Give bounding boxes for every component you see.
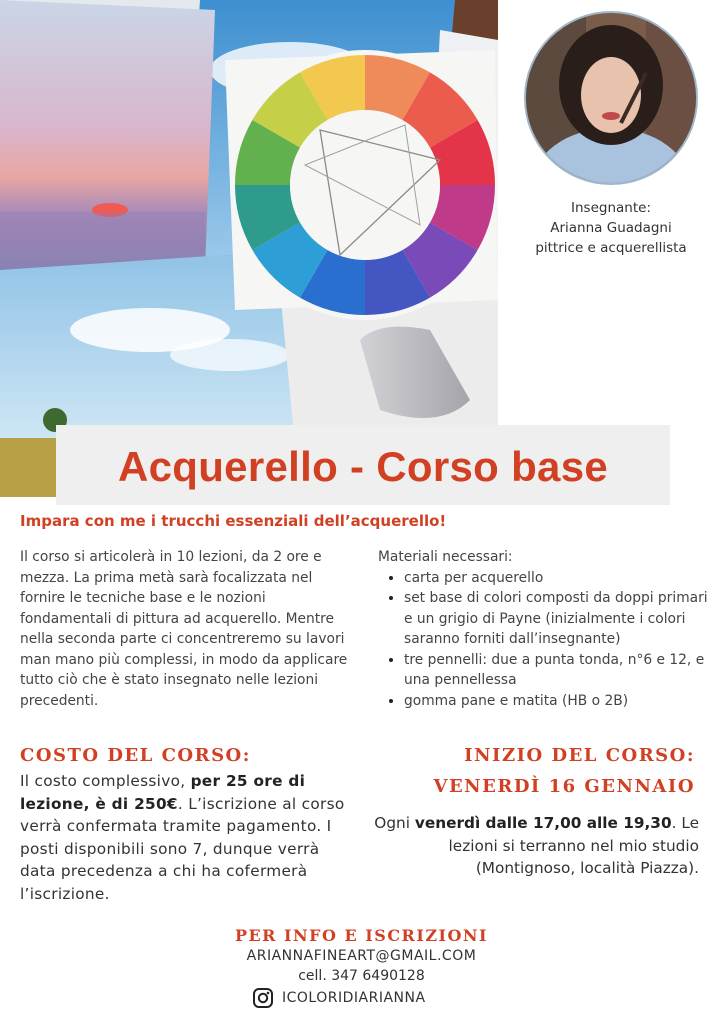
materials-heading: Materiali necessari: xyxy=(378,549,513,565)
materials-item: • set base di colori composti da doppi primari e un grigio di Payne (inizialmente i colori saranno forniti dall’insegnante) xyxy=(404,588,708,650)
teacher-name: Arianna Guadagni xyxy=(550,220,672,236)
start-date: VENERDÌ 16 GENNAIO xyxy=(433,776,695,797)
contact-phone[interactable]: cell. 347 6490128 xyxy=(298,968,425,984)
materials-section xyxy=(378,547,708,711)
teacher-role: Insegnante: xyxy=(571,200,651,216)
cost-heading: COSTO DEL CORSO: xyxy=(20,745,251,766)
instagram-icon xyxy=(252,987,274,1009)
start-text-part: . Le lezioni si terranno nel mio studio (Montignoso, località Piazza). xyxy=(448,814,699,877)
course-description: Il corso si articolerà in 10 lezioni, da 2 ore e mezza. La prima metà sarà focalizzata nel fornire le tecniche base e le nozioni fondamentali di pittura ad acquerello. Mentre nella seconda parte ci concentreremo su lavori man mano più complessi, in modo da applicare tutto ciò che è stato insegnato nelle lezioni precedenti. xyxy=(20,549,348,709)
contacts-heading: PER INFO E ISCRIZIONI xyxy=(234,926,489,945)
start-heading: INIZIO DEL CORSO: xyxy=(464,745,695,766)
teacher-photo xyxy=(526,13,696,183)
instagram-link[interactable] xyxy=(252,987,426,1009)
contact-email[interactable]: ARIANNAFINEART@GMAIL.COM xyxy=(246,948,477,964)
cost-text-part: . L’iscrizione al corso verrà confermata tramite pagamento. I posti disponibili sono 7, dunque verrà data precedenza a chi ha cofermerà l’iscrizione. xyxy=(20,794,345,903)
title-band xyxy=(56,425,670,505)
start-text-part: Ogni xyxy=(374,814,415,832)
materials-list xyxy=(378,568,708,712)
hero-image xyxy=(0,0,498,497)
materials-item: • carta per acquerello xyxy=(404,568,708,589)
start-text xyxy=(359,812,699,880)
start-text-bold: venerdì dalle 17,00 alle 19,30 xyxy=(414,814,672,832)
teacher-caption xyxy=(510,198,712,258)
teacher-description: pittrice e acquerellista xyxy=(535,240,687,256)
page-title: Acquerello - Corso base xyxy=(117,443,609,490)
cost-text xyxy=(20,770,360,905)
cost-text-bold: per 25 ore di lezione, è di 250€ xyxy=(20,772,306,813)
materials-item: • gomma pane e matita (HB o 2B) xyxy=(404,691,708,712)
instagram-handle: ICOLORIDIARIANNA xyxy=(282,990,426,1006)
cost-text-part: Il costo complessivo, xyxy=(20,772,191,790)
materials-item: • tre pennelli: due a punta tonda, n°6 e 12, e una pennellessa xyxy=(404,650,708,691)
subtitle: Impara con me i trucchi essenziali dell’acquerello! xyxy=(20,512,447,530)
